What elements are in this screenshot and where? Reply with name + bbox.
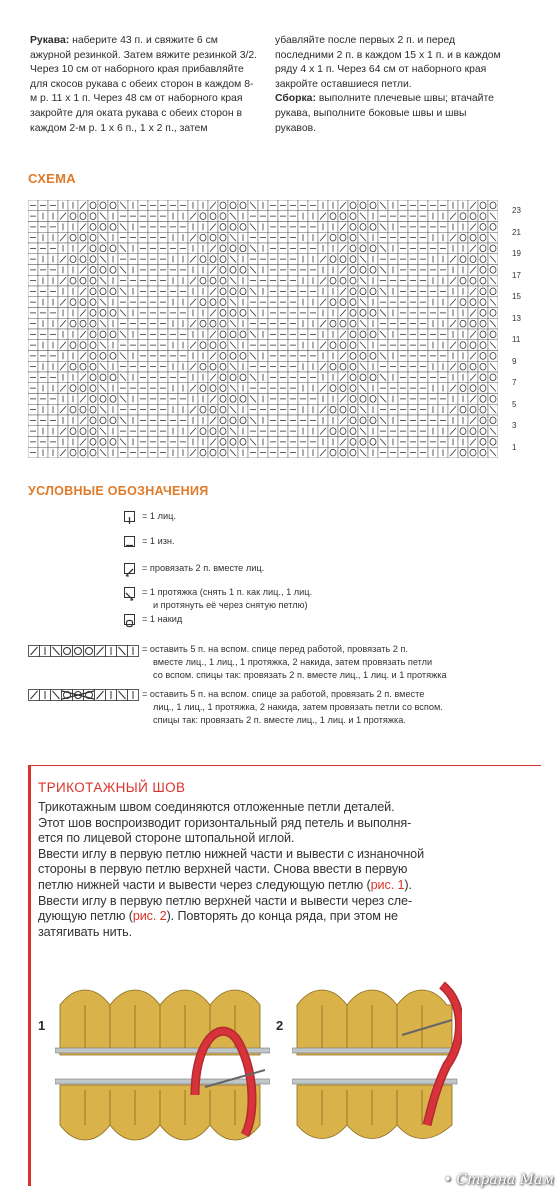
sleeves-label: Рукава:	[30, 35, 70, 46]
chart-row-labels	[512, 200, 536, 458]
purl-symbol-icon	[124, 536, 135, 547]
chart-row-label: 13	[512, 313, 521, 323]
panel-text-part: дующую петлю (	[38, 909, 133, 924]
panel-body	[38, 800, 538, 940]
cable-right-symbol-icon	[28, 689, 140, 701]
knitting-chart	[28, 200, 498, 458]
chart-row-label: 11	[512, 335, 521, 345]
chart-row-label: 19	[512, 249, 521, 259]
panel-line: Ввести иглу в первую петлю нижней части и вывести с изнаночной	[38, 846, 425, 861]
panel-text-part: ). Повторять до конца ряда, при этом не	[166, 909, 398, 924]
legend-purl: = 1 изн.	[142, 536, 175, 546]
panel-line: стороны в первую петлю верхней части. Снова ввести в первую	[38, 862, 408, 877]
k2tog-symbol-icon	[124, 563, 135, 574]
chart-row-label: 23	[512, 206, 521, 216]
assembly-label: Сборка:	[275, 93, 316, 105]
fig2-number: 2	[276, 1018, 284, 1033]
chart-row-label: 21	[512, 227, 521, 237]
legend-skpo-line2: и протянуть её через снятую петлю)	[153, 600, 308, 610]
fig2-illustration	[292, 975, 462, 1140]
intro-right-column	[275, 34, 505, 136]
skpo-symbol-icon	[124, 587, 135, 598]
knit-symbol-icon	[124, 511, 135, 522]
legend-cable2-line1: = оставить 5 п. на вспом. спице за работой, провязать 2 п. вместе	[142, 689, 425, 699]
legend-cable1-line1: = оставить 5 п. на вспом. спице перед работой, провязать 2 п.	[142, 644, 408, 654]
panel-line	[38, 909, 538, 925]
chart-row-label: 17	[512, 270, 521, 280]
chart-row-label: 1	[512, 442, 517, 452]
fig1-illustration	[55, 975, 270, 1150]
panel-line: ется по лицевой стороне штопальной иглой.	[38, 831, 295, 846]
legend-cable2-line3: спицы так: провязать 2 п. вместе лиц., 1 лиц. и 1 протяжка.	[153, 715, 406, 725]
site-watermark: • Страна Мам	[443, 1172, 554, 1188]
panel-text-part: петлю нижней части и вывести через следующую петлю (	[38, 877, 371, 892]
chart-row-label: 9	[512, 356, 517, 366]
chart-row-label: 5	[512, 399, 517, 409]
panel-line	[38, 878, 538, 894]
panel-line: Этот шов воспроизводит горизонтальный ряд петель и выполня-	[38, 815, 412, 830]
legend-cable2-line2: лиц., 1 лиц., 1 протяжка, 2 накида, затем провязать петли со вспом.	[153, 702, 443, 712]
legend-cable1-line2: вместе лиц., 1 лиц., 1 протяжка, 2 накида, затем провязать петли	[153, 657, 433, 667]
legend-cable1-line3: со вспом. спицы так: провязать 2 п. вместе лиц., 1 лиц. и 1 протяжка	[153, 670, 447, 680]
chart-row-label: 15	[512, 292, 521, 302]
chart-row-label: 3	[512, 421, 517, 431]
panel-line: Трикотажным швом соединяются отложенные петли деталей.	[38, 800, 395, 814]
legend-skpo-line1: = 1 протяжка (снять 1 п. как лиц., 1 лиц.	[142, 587, 313, 597]
sleeves-text: наберите 43 п. и свяжите 6 см ажурной резинкой. Затем вяжите резинкой 3/2. Через 10 см от наборного края прибавляйте для скосов рукава с обеих сторон в каждом 8-м р. 11 х 1 п. Через 48 см от наборного края закройте для оката рукава с обеих сторон в каждом 2-м р. 1 х 6 п., 1 х 2 п., затем	[30, 35, 258, 134]
scheme-heading: СХЕМА	[28, 171, 76, 186]
chart-row-label: 7	[512, 378, 517, 388]
legend-yo: = 1 накид	[142, 614, 183, 624]
panel-title: ТРИКОТАЖНЫЙ ШОВ	[38, 780, 186, 795]
intro-left-column	[30, 34, 260, 136]
assembly-text: выполните плечевые швы; втачайте рукава, выполните боковые швы и швы рукавов.	[275, 93, 494, 134]
legend-knit: = 1 лиц.	[142, 511, 176, 521]
legend-k2tog: = провязать 2 п. вместе лиц.	[142, 563, 265, 573]
panel-line: затягивать нить.	[38, 924, 133, 939]
decrease-text: убавляйте после первых 2 п. и перед последними 2 п. в каждом 15 х 1 п. и в каждом ряду 4 х 1 п. Через 64 см от наборного края закройте оставшиеся петли.	[275, 35, 501, 90]
legend-heading: УСЛОВНЫЕ ОБОЗНАЧЕНИЯ	[28, 484, 209, 498]
fig2-reference-link[interactable]: рис. 2	[132, 909, 167, 924]
fig1-reference-link[interactable]: рис. 1	[370, 877, 405, 892]
fig1-number: 1	[38, 1018, 46, 1033]
panel-text-part: ).	[404, 877, 412, 892]
panel-line: Ввести иглу в первую петлю верхней части и вывести через сле-	[38, 893, 413, 908]
cable-left-symbol-icon	[28, 645, 140, 657]
yarn-over-symbol-icon	[124, 614, 135, 625]
